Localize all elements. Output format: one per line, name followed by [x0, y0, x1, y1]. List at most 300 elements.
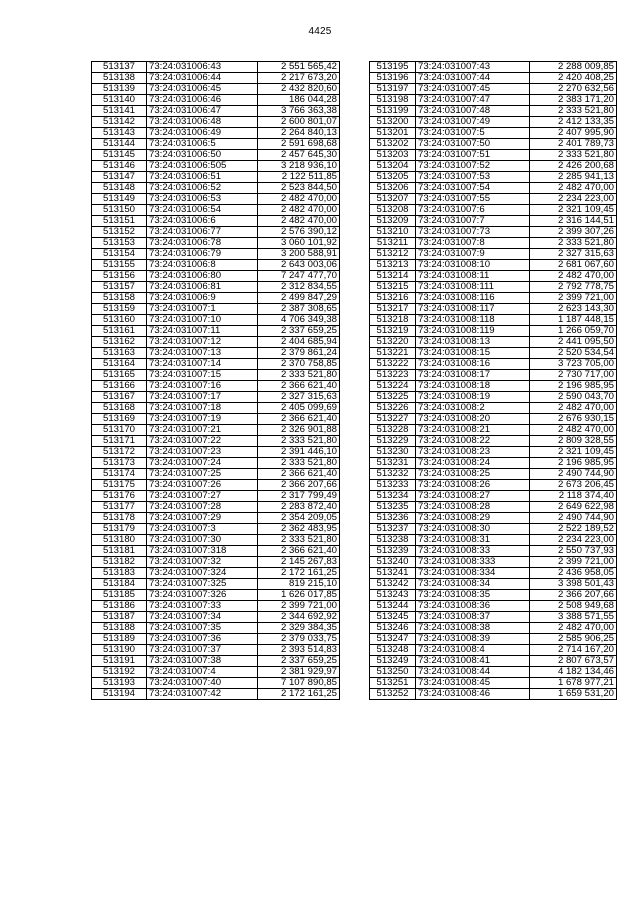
row-number-cell: 513176 [92, 491, 147, 502]
row-number-cell: 513229 [370, 436, 416, 447]
cadastral-value-cell: 2 623 143,30 [530, 304, 617, 315]
row-number-cell: 513196 [370, 73, 416, 84]
row-number-cell: 513192 [92, 667, 147, 678]
cadastral-number-cell: 73:24:031007:21 [147, 425, 258, 436]
table-row [370, 216, 617, 227]
row-number-cell: 513166 [92, 381, 147, 392]
row-number-cell: 513189 [92, 634, 147, 645]
table-row [370, 359, 617, 370]
cadastral-value-cell: 2 172 161,25 [258, 689, 340, 700]
cadastral-value-cell: 2 576 390,12 [258, 227, 340, 238]
cadastral-value-cell: 2 673 206,45 [530, 480, 617, 491]
cadastral-value-cell: 4 182 134,46 [530, 667, 617, 678]
cadastral-value-cell: 2 522 189,52 [530, 524, 617, 535]
cadastral-number-cell: 73:24:031008:24 [416, 458, 530, 469]
cadastral-value-cell: 2 333 521,80 [530, 238, 617, 249]
cadastral-number-cell: 73:24:031007:11 [147, 326, 258, 337]
cadastral-value-cell: 2 381 929,97 [258, 667, 340, 678]
table-row [370, 491, 617, 502]
row-number-cell: 513160 [92, 315, 147, 326]
row-number-cell: 513156 [92, 271, 147, 282]
cadastral-number-cell: 73:24:031007:53 [416, 172, 530, 183]
row-number-cell: 513241 [370, 568, 416, 579]
cadastral-value-cell: 3 766 363,38 [258, 106, 340, 117]
cadastral-value-cell: 2 405 099,69 [258, 403, 340, 414]
row-number-cell: 513200 [370, 117, 416, 128]
cadastral-number-cell: 73:24:031008:21 [416, 425, 530, 436]
cadastral-value-cell: 186 044,28 [258, 95, 340, 106]
cadastral-value-cell: 2 333 521,80 [258, 458, 340, 469]
cadastral-number-cell: 73:24:031006:49 [147, 128, 258, 139]
left-register-table [91, 61, 340, 700]
cadastral-value-cell: 2 122 511,85 [258, 172, 340, 183]
row-number-cell: 513187 [92, 612, 147, 623]
table-row [92, 557, 340, 568]
table-row [92, 535, 340, 546]
table-row [92, 425, 340, 436]
row-number-cell: 513231 [370, 458, 416, 469]
cadastral-value-cell: 2 333 521,80 [530, 150, 617, 161]
table-row [370, 425, 617, 436]
cadastral-value-cell: 3 723 705,00 [530, 359, 617, 370]
cadastral-value-cell: 2 337 659,25 [258, 326, 340, 337]
row-number-cell: 513243 [370, 590, 416, 601]
cadastral-number-cell: 73:24:031008:119 [416, 326, 530, 337]
table-row [92, 95, 340, 106]
table-row [370, 139, 617, 150]
cadastral-value-cell: 2 317 799,49 [258, 491, 340, 502]
table-row [92, 150, 340, 161]
cadastral-number-cell: 73:24:031008:35 [416, 590, 530, 601]
row-number-cell: 513214 [370, 271, 416, 282]
table-row [92, 469, 340, 480]
cadastral-number-cell: 73:24:031008:16 [416, 359, 530, 370]
cadastral-value-cell: 2 508 949,68 [530, 601, 617, 612]
cadastral-value-cell: 2 333 521,80 [258, 436, 340, 447]
cadastral-value-cell: 2 264 840,13 [258, 128, 340, 139]
cadastral-number-cell: 73:24:031007:45 [416, 84, 530, 95]
cadastral-value-cell: 2 283 872,40 [258, 502, 340, 513]
cadastral-value-cell: 2 316 144,51 [530, 216, 617, 227]
row-number-cell: 513143 [92, 128, 147, 139]
row-number-cell: 513182 [92, 557, 147, 568]
cadastral-number-cell: 73:24:031007:51 [416, 150, 530, 161]
cadastral-value-cell: 2 196 985,95 [530, 381, 617, 392]
cadastral-number-cell: 73:24:031007:40 [147, 678, 258, 689]
row-number-cell: 513252 [370, 689, 416, 700]
table-row [370, 524, 617, 535]
cadastral-value-cell: 1 659 531,20 [530, 689, 617, 700]
cadastral-value-cell: 2 321 109,45 [530, 205, 617, 216]
row-number-cell: 513168 [92, 403, 147, 414]
cadastral-number-cell: 73:24:031007:326 [147, 590, 258, 601]
cadastral-value-cell: 2 426 200,68 [530, 161, 617, 172]
table-row [92, 194, 340, 205]
table-row [370, 183, 617, 194]
row-number-cell: 513205 [370, 172, 416, 183]
cadastral-number-cell: 73:24:031007:54 [416, 183, 530, 194]
cadastral-value-cell: 2 366 621,40 [258, 414, 340, 425]
cadastral-number-cell: 73:24:031007:38 [147, 656, 258, 667]
cadastral-value-cell: 2 714 167,20 [530, 645, 617, 656]
cadastral-number-cell: 73:24:031008:39 [416, 634, 530, 645]
table-row [370, 249, 617, 260]
cadastral-value-cell: 1 187 448,15 [530, 315, 617, 326]
right-register-table [369, 61, 617, 700]
row-number-cell: 513210 [370, 227, 416, 238]
cadastral-number-cell: 73:24:031008:15 [416, 348, 530, 359]
cadastral-number-cell: 73:24:031008:45 [416, 678, 530, 689]
row-number-cell: 513223 [370, 370, 416, 381]
table-row [370, 656, 617, 667]
cadastral-number-cell: 73:24:031007:27 [147, 491, 258, 502]
cadastral-number-cell: 73:24:031006:80 [147, 271, 258, 282]
row-number-cell: 513167 [92, 392, 147, 403]
table-row [92, 645, 340, 656]
row-number-cell: 513225 [370, 392, 416, 403]
row-number-cell: 513153 [92, 238, 147, 249]
cadastral-number-cell: 73:24:031007:73 [416, 227, 530, 238]
cadastral-value-cell: 2 333 521,80 [530, 106, 617, 117]
cadastral-value-cell: 2 551 565,42 [258, 62, 340, 73]
cadastral-number-cell: 73:24:031006:44 [147, 73, 258, 84]
cadastral-value-cell: 2 490 744,90 [530, 513, 617, 524]
cadastral-number-cell: 73:24:031006:79 [147, 249, 258, 260]
cadastral-value-cell: 2 643 003,06 [258, 260, 340, 271]
cadastral-value-cell: 819 215,10 [258, 579, 340, 590]
cadastral-value-cell: 2 366 621,40 [258, 546, 340, 557]
row-number-cell: 513235 [370, 502, 416, 513]
row-number-cell: 513152 [92, 227, 147, 238]
cadastral-value-cell: 2 482 470,00 [530, 425, 617, 436]
cadastral-number-cell: 73:24:031008:44 [416, 667, 530, 678]
cadastral-value-cell: 2 482 470,00 [530, 183, 617, 194]
table-row [92, 293, 340, 304]
cadastral-number-cell: 73:24:031007:24 [147, 458, 258, 469]
row-number-cell: 513190 [92, 645, 147, 656]
cadastral-value-cell: 1 678 977,21 [530, 678, 617, 689]
cadastral-number-cell: 73:24:031007:52 [416, 161, 530, 172]
cadastral-value-cell: 2 270 632,56 [530, 84, 617, 95]
row-number-cell: 513173 [92, 458, 147, 469]
table-row [370, 128, 617, 139]
row-number-cell: 513230 [370, 447, 416, 458]
cadastral-number-cell: 73:24:031008:41 [416, 656, 530, 667]
cadastral-number-cell: 73:24:031008:23 [416, 447, 530, 458]
cadastral-value-cell: 2 288 009,85 [530, 62, 617, 73]
cadastral-value-cell: 2 366 207,66 [530, 590, 617, 601]
row-number-cell: 513171 [92, 436, 147, 447]
cadastral-value-cell: 3 218 936,10 [258, 161, 340, 172]
row-number-cell: 513216 [370, 293, 416, 304]
table-row [92, 304, 340, 315]
cadastral-number-cell: 73:24:031006:48 [147, 117, 258, 128]
cadastral-value-cell: 2 792 778,75 [530, 282, 617, 293]
cadastral-number-cell: 73:24:031008:10 [416, 260, 530, 271]
row-number-cell: 513141 [92, 106, 147, 117]
row-number-cell: 513146 [92, 161, 147, 172]
row-number-cell: 513227 [370, 414, 416, 425]
table-row [92, 216, 340, 227]
cadastral-value-cell: 2 379 033,75 [258, 634, 340, 645]
cadastral-number-cell: 73:24:031008:19 [416, 392, 530, 403]
cadastral-number-cell: 73:24:031008:117 [416, 304, 530, 315]
cadastral-number-cell: 73:24:031006:43 [147, 62, 258, 73]
row-number-cell: 513164 [92, 359, 147, 370]
cadastral-number-cell: 73:24:031008:118 [416, 315, 530, 326]
row-number-cell: 513185 [92, 590, 147, 601]
table-row [92, 260, 340, 271]
table-row [92, 612, 340, 623]
cadastral-number-cell: 73:24:031007:48 [416, 106, 530, 117]
cadastral-value-cell: 2 809 328,55 [530, 436, 617, 447]
cadastral-number-cell: 73:24:031007:4 [147, 667, 258, 678]
table-row [370, 634, 617, 645]
cadastral-value-cell: 2 432 820,60 [258, 84, 340, 95]
table-row [370, 678, 617, 689]
cadastral-value-cell: 2 399 721,00 [258, 601, 340, 612]
row-number-cell: 513226 [370, 403, 416, 414]
cadastral-value-cell: 2 420 408,25 [530, 73, 617, 84]
row-number-cell: 513209 [370, 216, 416, 227]
table-row [370, 172, 617, 183]
cadastral-number-cell: 73:24:031008:29 [416, 513, 530, 524]
cadastral-number-cell: 73:24:031007:25 [147, 469, 258, 480]
cadastral-value-cell: 2 550 737,93 [530, 546, 617, 557]
table-row [370, 260, 617, 271]
row-number-cell: 513194 [92, 689, 147, 700]
row-number-cell: 513198 [370, 95, 416, 106]
table-row [370, 282, 617, 293]
cadastral-value-cell: 2 217 673,20 [258, 73, 340, 84]
cadastral-value-cell: 2 366 207,66 [258, 480, 340, 491]
cadastral-value-cell: 2 321 109,45 [530, 447, 617, 458]
cadastral-value-cell: 2 234 223,00 [530, 535, 617, 546]
row-number-cell: 513234 [370, 491, 416, 502]
row-number-cell: 513228 [370, 425, 416, 436]
table-row [370, 579, 617, 590]
cadastral-number-cell: 73:24:031008:26 [416, 480, 530, 491]
table-row [92, 403, 340, 414]
table-row [92, 436, 340, 447]
row-number-cell: 513251 [370, 678, 416, 689]
cadastral-value-cell: 2 681 067,60 [530, 260, 617, 271]
cadastral-value-cell: 2 327 315,63 [258, 392, 340, 403]
cadastral-number-cell: 73:24:031007:42 [147, 689, 258, 700]
table-row [92, 689, 340, 700]
row-number-cell: 513184 [92, 579, 147, 590]
table-row [92, 73, 340, 84]
table-row [370, 601, 617, 612]
cadastral-value-cell: 3 398 501,43 [530, 579, 617, 590]
row-number-cell: 513204 [370, 161, 416, 172]
table-row [92, 227, 340, 238]
table-row [92, 128, 340, 139]
cadastral-number-cell: 73:24:031008:31 [416, 535, 530, 546]
row-number-cell: 513219 [370, 326, 416, 337]
table-row [370, 480, 617, 491]
table-row [92, 315, 340, 326]
table-row [370, 381, 617, 392]
cadastral-value-cell: 2 329 384,35 [258, 623, 340, 634]
cadastral-number-cell: 73:24:031007:13 [147, 348, 258, 359]
row-number-cell: 513249 [370, 656, 416, 667]
row-number-cell: 513140 [92, 95, 147, 106]
row-number-cell: 513201 [370, 128, 416, 139]
table-row [370, 348, 617, 359]
table-row [92, 524, 340, 535]
table-row [370, 315, 617, 326]
cadastral-value-cell: 7 247 477,70 [258, 271, 340, 282]
row-number-cell: 513137 [92, 62, 147, 73]
cadastral-number-cell: 73:24:031008:20 [416, 414, 530, 425]
table-row [370, 568, 617, 579]
cadastral-number-cell: 73:24:031006:50 [147, 150, 258, 161]
cadastral-number-cell: 73:24:031008:13 [416, 337, 530, 348]
table-row [370, 458, 617, 469]
row-number-cell: 513206 [370, 183, 416, 194]
table-row [370, 392, 617, 403]
table-row [370, 227, 617, 238]
table-row [370, 513, 617, 524]
row-number-cell: 513224 [370, 381, 416, 392]
cadastral-number-cell: 73:24:031007:10 [147, 315, 258, 326]
table-row [370, 623, 617, 634]
cadastral-value-cell: 2 482 470,00 [258, 205, 340, 216]
table-row [370, 238, 617, 249]
row-number-cell: 513181 [92, 546, 147, 557]
row-number-cell: 513247 [370, 634, 416, 645]
cadastral-number-cell: 73:24:031006:78 [147, 238, 258, 249]
cadastral-number-cell: 73:24:031008:34 [416, 579, 530, 590]
table-row [370, 469, 617, 480]
row-number-cell: 513188 [92, 623, 147, 634]
row-number-cell: 513186 [92, 601, 147, 612]
cadastral-number-cell: 73:24:031006:47 [147, 106, 258, 117]
cadastral-value-cell: 2 412 133,35 [530, 117, 617, 128]
cadastral-number-cell: 73:24:031007:8 [416, 238, 530, 249]
row-number-cell: 513178 [92, 513, 147, 524]
row-number-cell: 513211 [370, 238, 416, 249]
cadastral-number-cell: 73:24:031006:77 [147, 227, 258, 238]
cadastral-number-cell: 73:24:031008:33 [416, 546, 530, 557]
cadastral-number-cell: 73:24:031008:27 [416, 491, 530, 502]
table-row [92, 568, 340, 579]
table-row [92, 370, 340, 381]
cadastral-number-cell: 73:24:031007:29 [147, 513, 258, 524]
cadastral-number-cell: 73:24:031006:53 [147, 194, 258, 205]
row-number-cell: 513145 [92, 150, 147, 161]
cadastral-number-cell: 73:24:031007:33 [147, 601, 258, 612]
row-number-cell: 513149 [92, 194, 147, 205]
row-number-cell: 513215 [370, 282, 416, 293]
table-row [92, 348, 340, 359]
cadastral-number-cell: 73:24:031006:505 [147, 161, 258, 172]
cadastral-number-cell: 73:24:031007:12 [147, 337, 258, 348]
cadastral-value-cell: 2 591 698,68 [258, 139, 340, 150]
cadastral-value-cell: 2 490 744,90 [530, 469, 617, 480]
table-row [370, 95, 617, 106]
cadastral-number-cell: 73:24:031007:36 [147, 634, 258, 645]
row-number-cell: 513142 [92, 117, 147, 128]
cadastral-value-cell: 1 266 059,70 [530, 326, 617, 337]
table-row [92, 282, 340, 293]
cadastral-value-cell: 2 399 721,00 [530, 293, 617, 304]
row-number-cell: 513239 [370, 546, 416, 557]
row-number-cell: 513202 [370, 139, 416, 150]
row-number-cell: 513158 [92, 293, 147, 304]
cadastral-value-cell: 2 482 470,00 [530, 271, 617, 282]
cadastral-number-cell: 73:24:031007:325 [147, 579, 258, 590]
table-row [92, 546, 340, 557]
row-number-cell: 513222 [370, 359, 416, 370]
row-number-cell: 513154 [92, 249, 147, 260]
table-row [92, 337, 340, 348]
cadastral-value-cell: 2 333 521,80 [258, 535, 340, 546]
row-number-cell: 513213 [370, 260, 416, 271]
table-row [92, 623, 340, 634]
cadastral-number-cell: 73:24:031008:37 [416, 612, 530, 623]
row-number-cell: 513163 [92, 348, 147, 359]
cadastral-value-cell: 2 499 847,29 [258, 293, 340, 304]
table-row [92, 634, 340, 645]
cadastral-number-cell: 73:24:031008:28 [416, 502, 530, 513]
row-number-cell: 513151 [92, 216, 147, 227]
table-row [92, 84, 340, 95]
table-row [92, 106, 340, 117]
cadastral-value-cell: 7 107 890,85 [258, 678, 340, 689]
table-row [370, 84, 617, 95]
cadastral-number-cell: 73:24:031006:52 [147, 183, 258, 194]
row-number-cell: 513232 [370, 469, 416, 480]
table-row [92, 172, 340, 183]
cadastral-number-cell: 73:24:031007:14 [147, 359, 258, 370]
table-row [370, 304, 617, 315]
row-number-cell: 513195 [370, 62, 416, 73]
cadastral-number-cell: 73:24:031007:7 [416, 216, 530, 227]
cadastral-number-cell: 73:24:031008:38 [416, 623, 530, 634]
table-row [370, 667, 617, 678]
row-number-cell: 513150 [92, 205, 147, 216]
cadastral-number-cell: 73:24:031006:81 [147, 282, 258, 293]
table-row [370, 205, 617, 216]
table-row [370, 194, 617, 205]
row-number-cell: 513174 [92, 469, 147, 480]
cadastral-value-cell: 2 807 673,57 [530, 656, 617, 667]
table-row [92, 579, 340, 590]
cadastral-value-cell: 2 172 161,25 [258, 568, 340, 579]
cadastral-value-cell: 4 706 349,38 [258, 315, 340, 326]
cadastral-value-cell: 3 060 101,92 [258, 238, 340, 249]
table-row [370, 326, 617, 337]
table-row [92, 249, 340, 260]
cadastral-number-cell: 73:24:031007:18 [147, 403, 258, 414]
cadastral-number-cell: 73:24:031006:54 [147, 205, 258, 216]
cadastral-number-cell: 73:24:031007:44 [416, 73, 530, 84]
row-number-cell: 513207 [370, 194, 416, 205]
cadastral-number-cell: 73:24:031008:334 [416, 568, 530, 579]
cadastral-value-cell: 2 196 985,95 [530, 458, 617, 469]
table-row [92, 62, 340, 73]
cadastral-value-cell: 2 520 534,54 [530, 348, 617, 359]
cadastral-value-cell: 2 145 267,83 [258, 557, 340, 568]
row-number-cell: 513203 [370, 150, 416, 161]
row-number-cell: 513248 [370, 645, 416, 656]
cadastral-value-cell: 2 482 470,00 [258, 216, 340, 227]
row-number-cell: 513180 [92, 535, 147, 546]
table-row [370, 271, 617, 282]
cadastral-number-cell: 73:24:031007:17 [147, 392, 258, 403]
